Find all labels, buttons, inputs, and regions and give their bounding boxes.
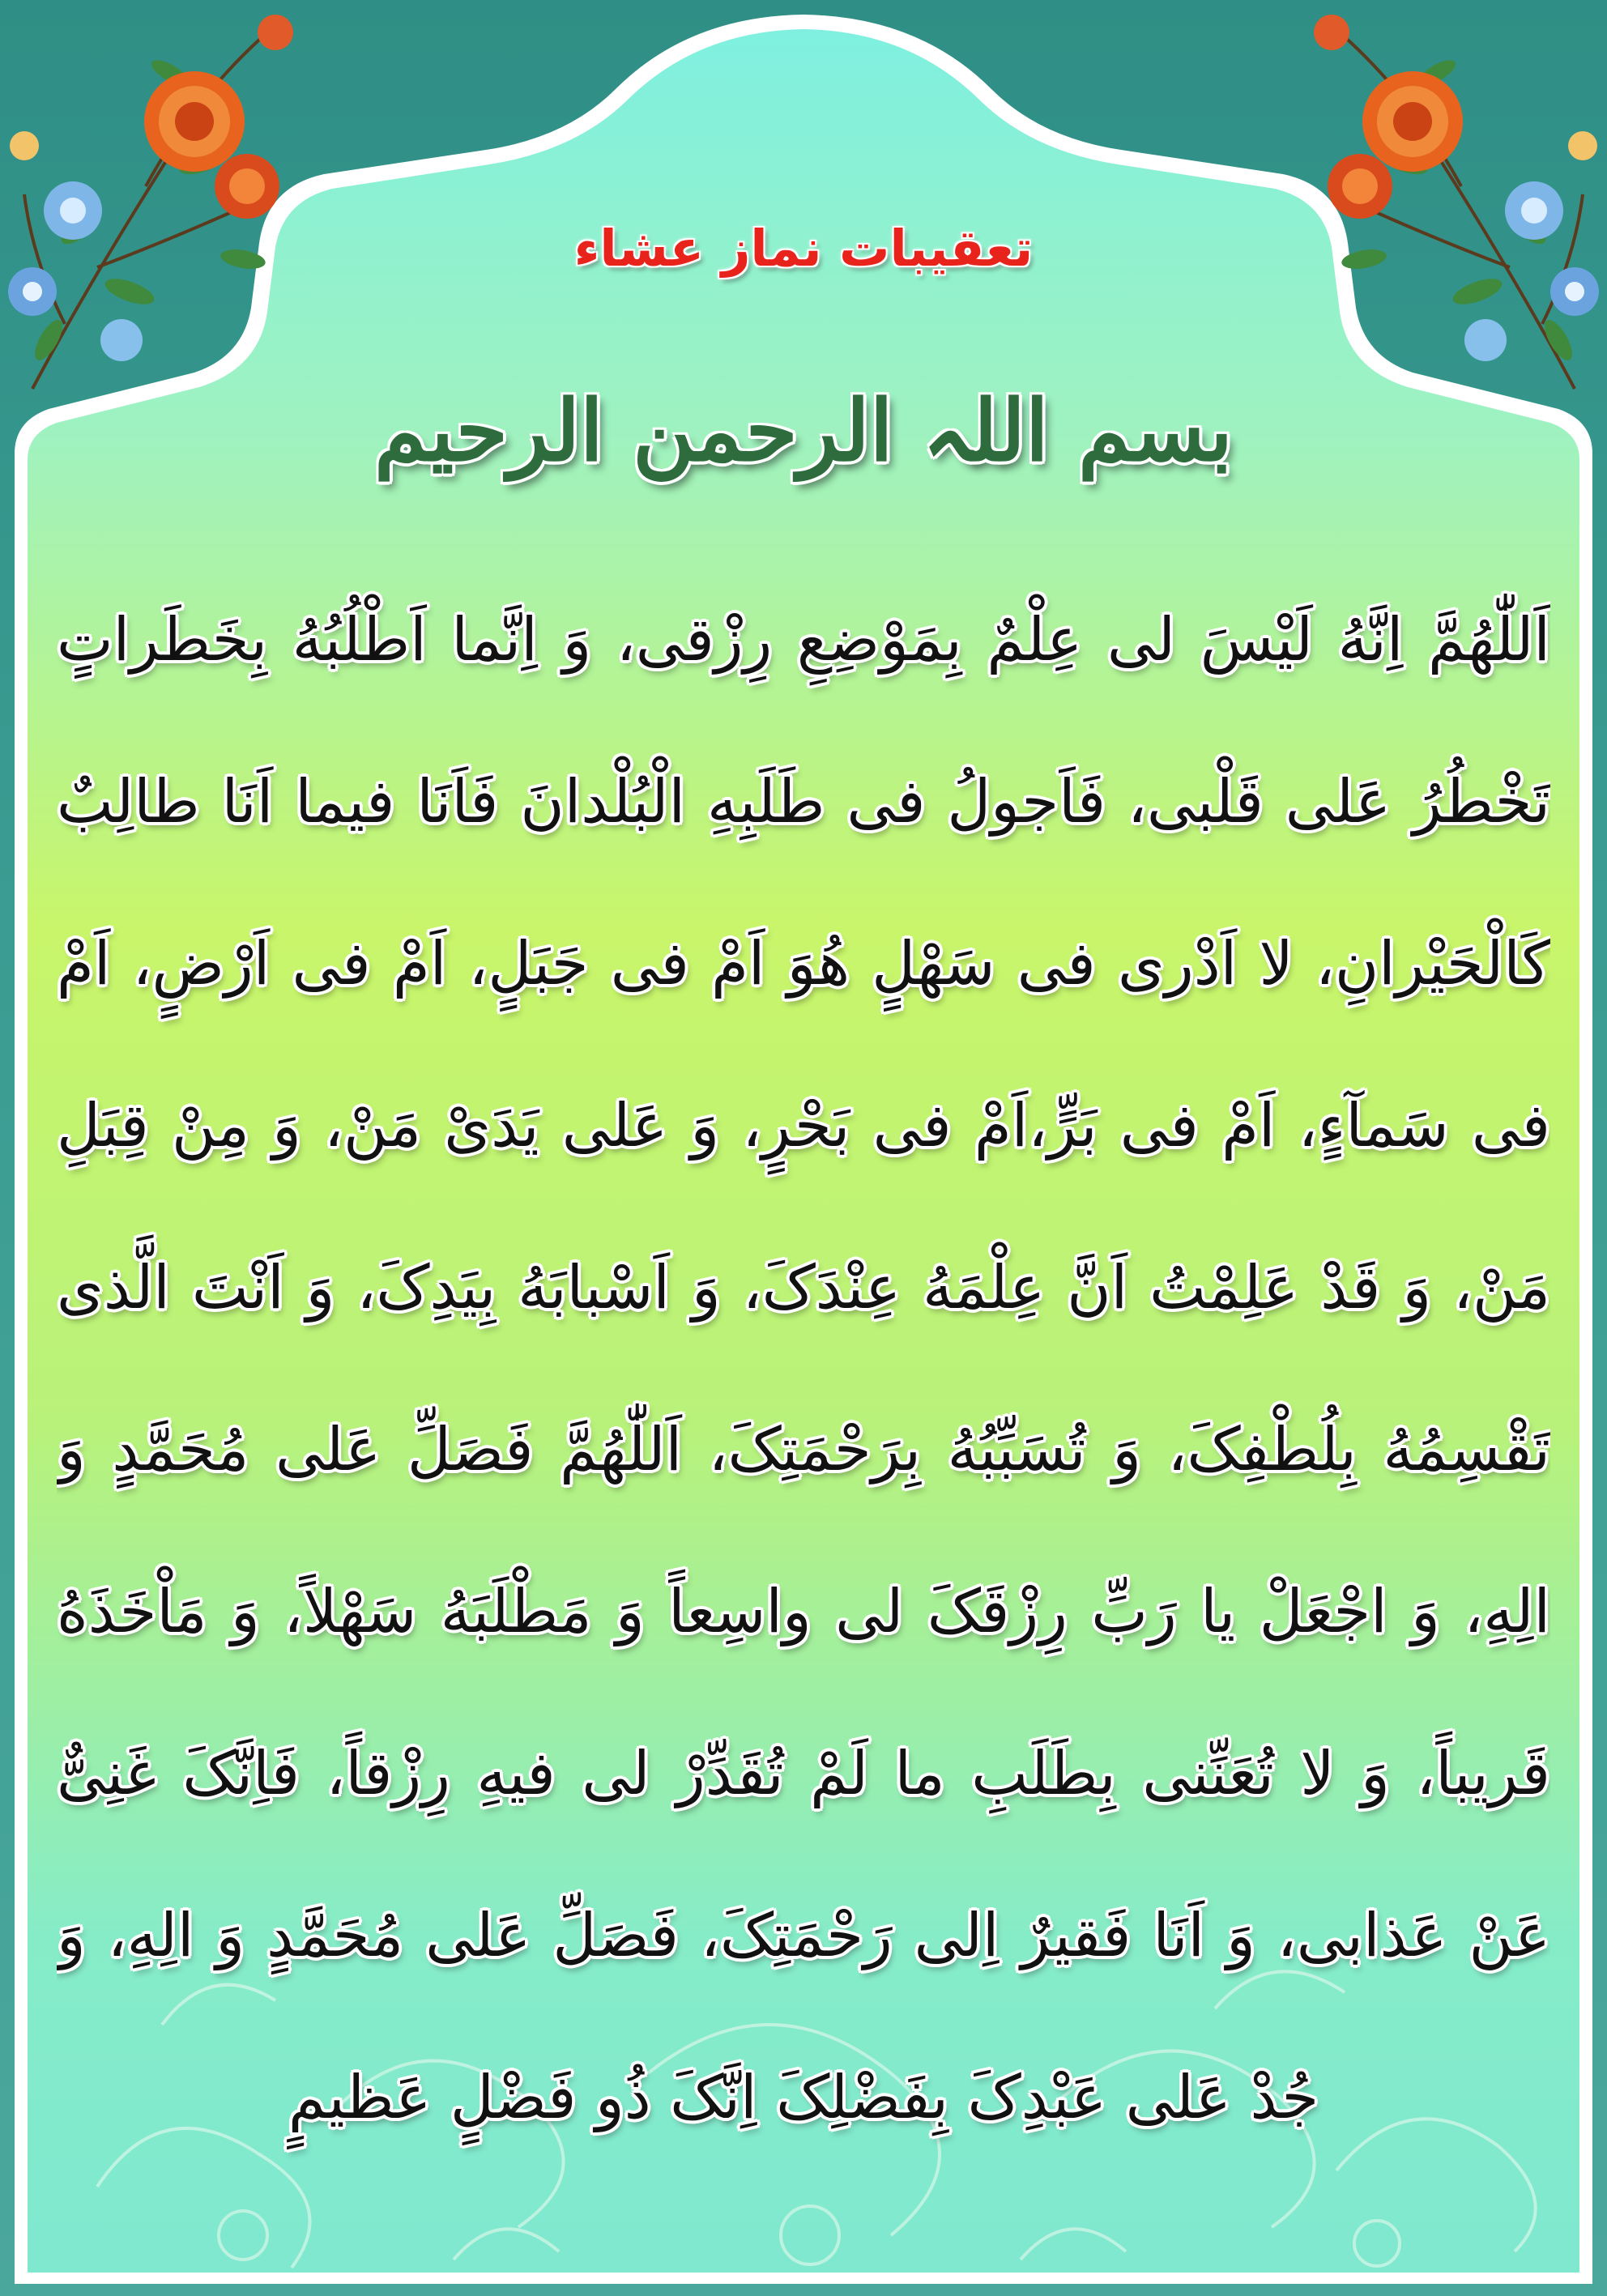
basmala-heading: بسم اللہ الرحمن الرحیم xyxy=(374,381,1233,480)
prayer-line-8: قَریباً، وَ لا تُعَنِّنی بِطَلَبِ ما لَمْ تُقَدِّرْ لی فیهِ رِزْقاً، فَاِنَّکَ غَنِیٌّ xyxy=(57,1739,1550,1808)
prayer-line-4: فی سَمآءٍ، اَمْ فی بَرٍّ،اَمْ فی بَحْرٍ، وَ عَلی یَدَیْ مَنْ، وَ مِنْ قِبَلِ xyxy=(57,1091,1550,1161)
prayer-line-9: عَنْ عَذابی، وَ اَنَا فَقیرٌ اِلی رَحْمَتِکَ، فَصَلِّ عَلی مُحَمَّدٍ وَ الِهِ، وَ xyxy=(57,1901,1550,1970)
rose-bouquet-left-icon xyxy=(0,0,308,405)
prayer-line-3: کَالْحَیْرانِ، لا اَدْری فی سَهْلٍ هُوَ اَمْ فی جَبَلٍ، اَمْ فی اَرْضٍ، اَمْ xyxy=(57,929,1550,999)
prayer-line-1: اَللّٰهُمَّ اِنَّهُ لَیْسَ لی عِلْمٌ بِمَوْضِعِ رِزْقی، وَ اِنَّما اَطْلُبُهُ بِخَطَراتٍ xyxy=(57,605,1550,675)
prayer-line-2: تَخْطُرُ عَلی قَلْبی، فَاَجولُ فی طَلَبِهِ الْبُلْدانَ فَاَنَا فیما اَنَا طالِبٌ xyxy=(57,767,1550,837)
page-title: تعقیبات نماز عشاء xyxy=(573,219,1034,278)
prayer-line-6: تَقْسِمُهُ بِلُطْفِکَ، وَ تُسَبِّبُهُ بِرَحْمَتِکَ، اَللّٰهُمَّ فَصَلِّ عَلی مُحَمَّدٍ وَ xyxy=(57,1415,1550,1485)
prayer-line-10: جُدْ عَلی عَبْدِکَ بِفَضْلِکَ اِنَّکَ ذُو فَضْلٍ عَظیمٍ xyxy=(288,2063,1319,2132)
rose-bouquet-right-icon xyxy=(1299,0,1607,405)
prayer-line-5: مَنْ، وَ قَدْ عَلِمْتُ اَنَّ عِلْمَهُ عِنْدَکَ، وَ اَسْبابَهُ بِیَدِکَ، وَ اَنْتَ الَّذی xyxy=(57,1253,1550,1323)
prayer-line-7: الِهِ، وَ اجْعَلْ یا رَبِّ رِزْقَکَ لی واسِعاً وَ مَطْلَبَهُ سَهْلاً، وَ مَاْخَذَهُ xyxy=(57,1577,1550,1646)
